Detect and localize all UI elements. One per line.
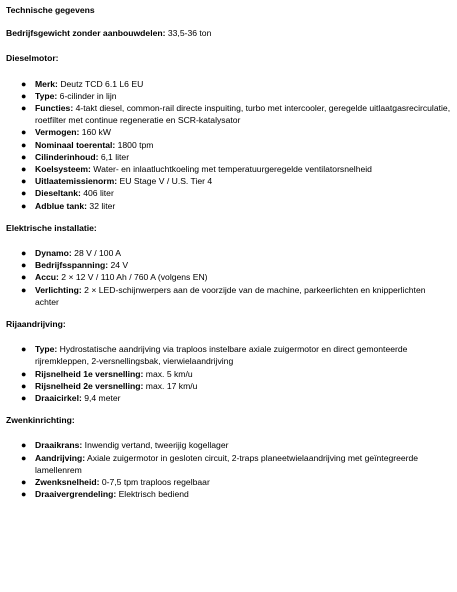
list-item: ● Type: Hydrostatische aandrijving via traploos instelbare axiale zuigermotor en direct gemonteerde rijremkleppen, 2-versnellingsbak, vierwielaandrijving xyxy=(21,344,408,367)
bullet-icon: ● xyxy=(21,248,27,259)
list-item: ● Bedrijfsspanning: 24 V xyxy=(21,260,129,271)
bullet-icon: ● xyxy=(21,284,27,295)
bullet-icon: ● xyxy=(21,272,27,283)
list-item: ● Rijsnelheid 1e versnelling: max. 5 km/u xyxy=(21,368,193,379)
bullet-icon: ● xyxy=(21,139,27,150)
bullet-icon: ● xyxy=(21,151,27,162)
list-item: ● Draaivergrendeling: Elektrisch bediend xyxy=(21,489,189,500)
list-item: ● Dieseltank: 406 liter xyxy=(21,188,114,199)
operating-weight xyxy=(6,27,451,39)
dieselmotor-spec-list xyxy=(6,78,451,212)
section-heading-dieselmotor: Dieselmotor: xyxy=(6,53,59,64)
bullet-icon: ● xyxy=(21,164,27,175)
list-item: ● Draaicirkel: 9,4 meter xyxy=(21,393,121,404)
bullet-icon: ● xyxy=(21,127,27,138)
bullet-icon: ● xyxy=(21,90,27,101)
bullet-icon: ● xyxy=(21,260,27,271)
bullet-icon: ● xyxy=(21,103,27,114)
bullet-icon: ● xyxy=(21,368,27,379)
list-item: ● Verlichting: 2 × LED-schijnwerpers aan de voorzijde van de machine, parkeerlichten en knipperlichten achter xyxy=(21,284,426,307)
bullet-icon: ● xyxy=(21,176,27,187)
document-title: Technische gegevens xyxy=(6,5,95,15)
list-item: ● Koelsysteem: Water- en inlaatluchtkoeling met temperatuurgeregelde ventilatorsnelheid xyxy=(21,164,372,175)
section-heading-zwenkinrichting: Zwenkinrichting: xyxy=(6,415,75,426)
list-item: ● Type: 6-cilinder in lijn xyxy=(21,90,117,101)
zwenkinrichting-spec-list xyxy=(6,439,451,500)
list-item: ● Functies: 4-takt diesel, common-rail directe inspuiting, turbo met intercooler, geregelde uitlaatgasrecirculatie, roetfilter met continue regeneratie en SCR-katalysator xyxy=(21,103,451,126)
list-item: ● Adblue tank: 32 liter xyxy=(21,200,116,211)
bullet-icon: ● xyxy=(21,188,27,199)
list-item: ● Aandrijving: Axiale zuigermotor in gesloten circuit, 2-traps planeetwielaandrijving met geïntegreerde lamellenrem xyxy=(21,452,419,475)
list-item: ● Dynamo: 28 V / 100 A xyxy=(21,248,121,259)
bullet-icon: ● xyxy=(21,78,27,89)
list-item: ● Uitlaatemissienorm: EU Stage V / U.S. Tier 4 xyxy=(21,176,213,187)
section-heading-elektrische-installatie: Elektrische installatie: xyxy=(6,222,97,233)
section-heading-rijaandrijving: Rijaandrijving: xyxy=(6,319,66,330)
bullet-icon: ● xyxy=(21,393,27,404)
elektrische-installatie-spec-list xyxy=(6,247,451,308)
bullet-icon: ● xyxy=(21,440,27,451)
list-item: ● Rijsnelheid 2e versnelling: max. 17 km/u xyxy=(21,380,198,391)
bullet-icon: ● xyxy=(21,200,27,211)
list-item: ● Nominaal toerental: 1800 tpm xyxy=(21,139,154,150)
bullet-icon: ● xyxy=(21,477,27,488)
list-item: ● Zwenksnelheid: 0-7,5 tpm traploos regelbaar xyxy=(21,477,210,488)
bullet-icon: ● xyxy=(21,452,27,463)
bullet-icon: ● xyxy=(21,489,27,500)
rijaandrijving-spec-list xyxy=(6,343,451,404)
list-item: ● Merk: Deutz TCD 6.1 L6 EU xyxy=(21,78,144,89)
list-item: ● Accu: 2 × 12 V / 110 Ah / 760 A (volgens EN) xyxy=(21,272,208,283)
operating-weight-label: Bedrijfsgewicht zonder aanbouwdelen: xyxy=(6,28,166,39)
operating-weight-value: 33,5-36 ton xyxy=(165,28,212,39)
list-item: ● Vermogen: 160 kW xyxy=(21,127,111,138)
list-item: ● Draaikrans: Inwendig vertand, tweerijig kogellager xyxy=(21,440,229,451)
bullet-icon: ● xyxy=(21,380,27,391)
list-item: ● Cilinderinhoud: 6,1 liter xyxy=(21,151,130,162)
bullet-icon: ● xyxy=(21,344,27,355)
